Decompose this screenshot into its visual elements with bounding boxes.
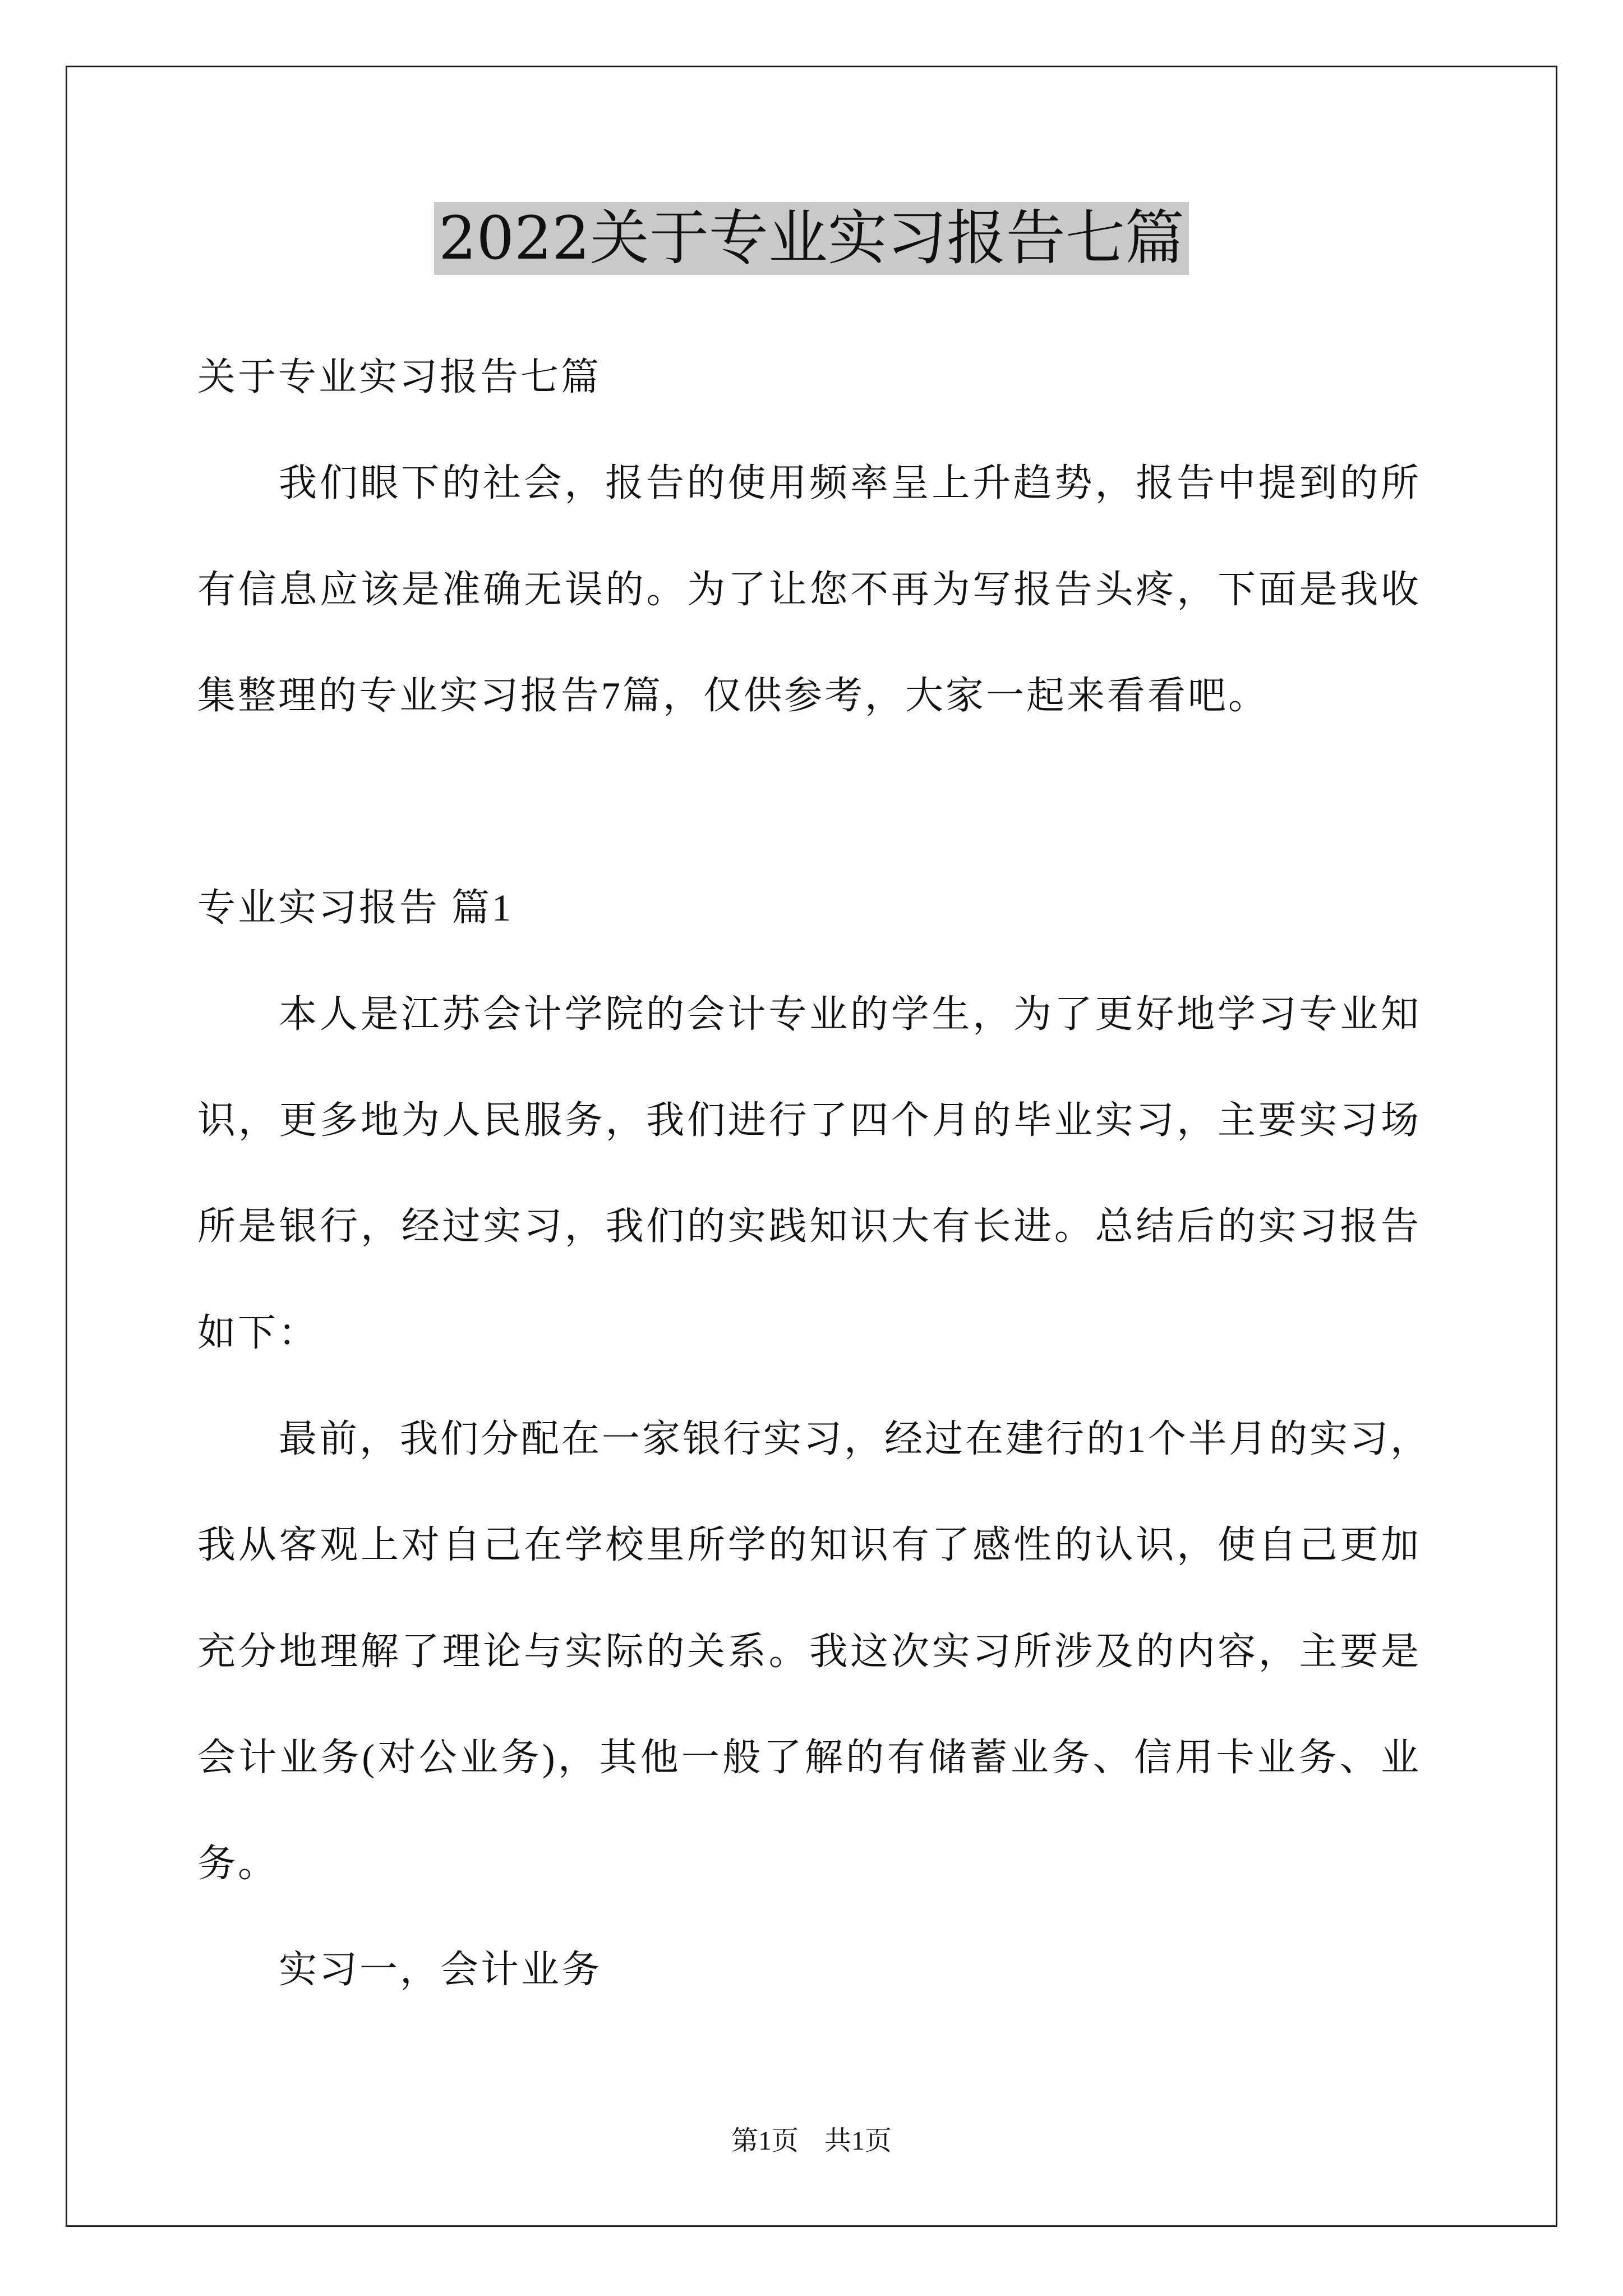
text-line: 集整理的专业实习报告7篇，仅供参考，大家一起来看看吧。 <box>197 674 1269 717</box>
text-line: 识，更多地为人民服务，我们进行了四个月的毕业实习，主要实习场 <box>197 1099 1421 1142</box>
text-line: 充分地理解了理论与实际的关系。我这次实习所涉及的内容，主要是 <box>197 1630 1421 1673</box>
text-line: 最前，我们分配在一家银行实习，经过在建行的1个半月的实习， <box>279 1417 1431 1460</box>
text-line: 如下： <box>197 1311 319 1354</box>
page-footer <box>66 2124 1557 2158</box>
page-total: 共1页 <box>824 2126 892 2156</box>
text-line: 本人是江苏会计学院的会计专业的学生，为了更好地学习专业知 <box>279 992 1421 1036</box>
text-line: 会计业务(对公业务)，其他一般了解的有储蓄业务、信用卡业务、业 <box>197 1736 1421 1779</box>
document-body <box>197 324 1431 2023</box>
paragraph <box>197 961 1421 1386</box>
title-row <box>0 202 1623 275</box>
text-line: 实习一，会计业务 <box>279 1948 602 1991</box>
text-line: 我从客观上对自己在学校里所学的知识有了感性的认识，使自己更加 <box>197 1524 1421 1567</box>
text-line: 我们眼下的社会，报告的使用频率呈上升趋势，报告中提到的所 <box>279 462 1421 505</box>
document-subtitle: 关于专业实习报告七篇 <box>197 356 602 398</box>
section-content <box>197 961 1431 2023</box>
intro-paragraph <box>197 430 1421 749</box>
page-number: 第1页 <box>731 2126 799 2156</box>
text-line: 所是银行，经过实习，我们的实践知识大有长进。总结后的实习报告 <box>197 1205 1421 1248</box>
text-line: 务。 <box>197 1842 279 1885</box>
section-heading: 专业实习报告 篇1 <box>197 886 514 930</box>
paragraph <box>197 1917 1421 2023</box>
text-line: 有信息应该是准确无误的。为了让您不再为写报告头疼，下面是我收 <box>197 568 1421 611</box>
document-title: 2022关于专业实习报告七篇 <box>434 202 1189 275</box>
paragraph <box>197 1386 1431 1917</box>
